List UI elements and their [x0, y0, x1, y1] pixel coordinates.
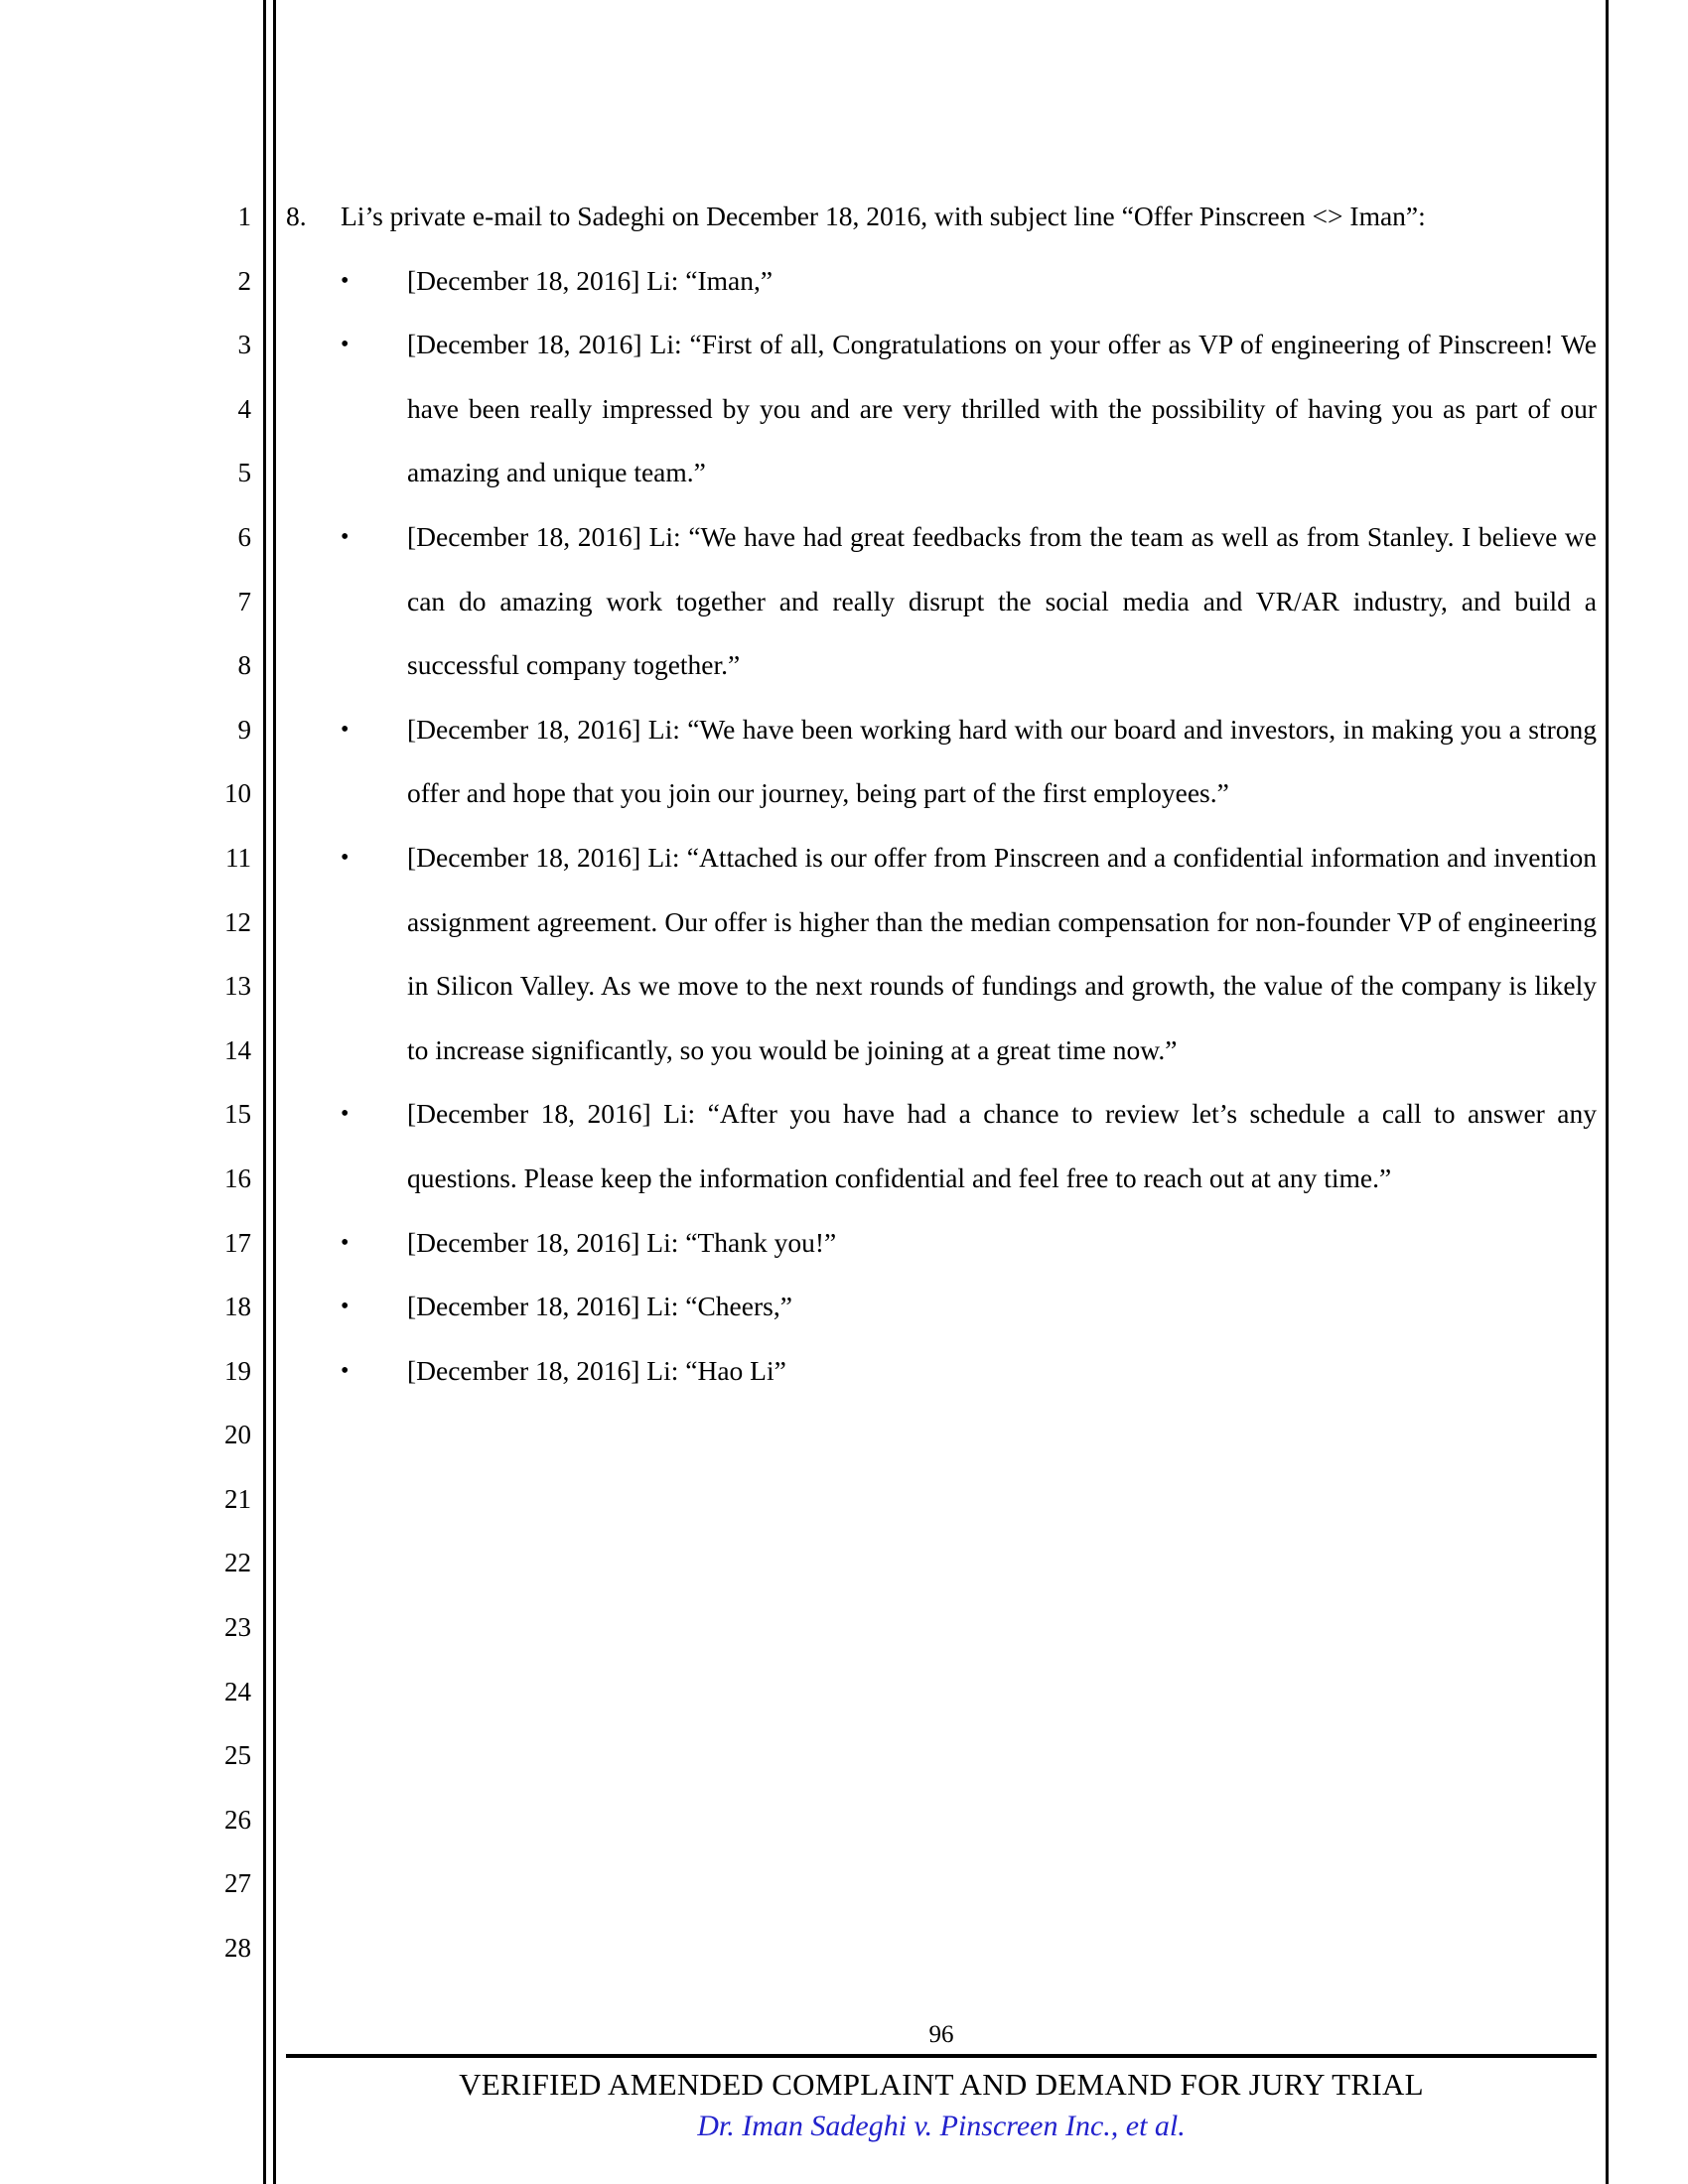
numbered-paragraph-8 — [286, 185, 1597, 249]
line-number: 24 — [224, 1676, 251, 1706]
bullet-icon: • — [341, 844, 350, 871]
line-number: 8 — [237, 650, 251, 681]
line-number: 17 — [224, 1227, 251, 1258]
line-number: 23 — [224, 1612, 251, 1643]
list-item-text: [December 18, 2016] Li: “Iman,” — [407, 264, 774, 296]
line-number: 18 — [224, 1292, 251, 1322]
line-number: 16 — [224, 1162, 251, 1193]
list-item-text: [December 18, 2016] Li: “We have been working hard with our board and investors, in making you a strong offer and hope that you join our journey, being part of the first employees.” — [407, 713, 1597, 809]
list-item — [286, 505, 1597, 698]
list-item-text: [December 18, 2016] Li: “Cheers,” — [407, 1291, 792, 1322]
list-item — [286, 1275, 1597, 1339]
line-number: 20 — [224, 1420, 251, 1450]
line-number: 14 — [224, 1034, 251, 1065]
line-number: 10 — [224, 778, 251, 809]
line-number: 7 — [237, 586, 251, 616]
footer-title: VERIFIED AMENDED COMPLAINT AND DEMAND FOR JURY TRIAL — [459, 2067, 1424, 2102]
line-number: 6 — [237, 521, 251, 552]
bullet-icon: • — [341, 716, 350, 743]
line-number: 22 — [224, 1548, 251, 1578]
bullet-icon: • — [341, 523, 350, 550]
list-item-text: [December 18, 2016] Li: “First of all, Congratulations on your offer as VP of engineering of Pinscreen! We have been really impressed by you and are very thrilled with the possibility of having you as part of our amazing and unique team.” — [407, 329, 1597, 488]
line-number: 1 — [237, 202, 251, 231]
list-item — [286, 1339, 1597, 1404]
list-item-text: [December 18, 2016] Li: “We have had great feedbacks from the team as well as from Stanley. I believe we can do amazing work together and really disrupt the social media and VR/AR industry, and build a successful company together.” — [407, 520, 1597, 681]
list-item — [286, 1211, 1597, 1276]
bullet-icon: • — [341, 332, 350, 358]
footer-case-caption: Dr. Iman Sadeghi v. Pinscreen Inc., et al. — [697, 2110, 1186, 2142]
list-item — [286, 826, 1597, 1082]
bullet-icon: • — [341, 1229, 350, 1256]
line-number: 21 — [224, 1483, 251, 1514]
list-item-text: [December 18, 2016] Li: “Thank you!” — [407, 1226, 837, 1258]
list-item — [286, 698, 1597, 826]
list-item-text: [December 18, 2016] Li: “Hao Li” — [407, 1354, 786, 1386]
list-item-text: [December 18, 2016] Li: “After you have had a chance to review let’s schedule a call to answer any questions. Please keep the information confidential and feel free to reach out at any time.” — [407, 1098, 1597, 1193]
line-number: 12 — [224, 906, 251, 937]
line-number: 27 — [224, 1868, 251, 1899]
bullet-icon: • — [341, 1294, 350, 1320]
line-number: 9 — [237, 714, 251, 745]
list-item — [286, 1082, 1597, 1210]
right-margin-rule — [1606, 0, 1609, 2184]
line-number: 4 — [237, 393, 251, 424]
line-number: 26 — [224, 1804, 251, 1835]
bullet-icon: • — [341, 267, 350, 294]
paragraph-text: Li’s private e-mail to Sadeghi on December 18, 2016, with subject line “Offer Pinscreen <> Iman”: — [341, 201, 1426, 231]
bullet-icon: • — [341, 1101, 350, 1128]
line-number: 13 — [224, 971, 251, 1002]
list-item-text: [December 18, 2016] Li: “Attached is our offer from Pinscreen and a confidential information and invention assignment agreement. Our offer is higher than the median compensation for non-founder VP of engineering in Silicon Valley. As we move to the next rounds of fundings and growth, the value of the company is likely to increase significantly, so you would be joining at a great time now.” — [407, 841, 1597, 1065]
quoted-email-bullet-list — [286, 249, 1597, 1404]
page-footer — [286, 2020, 1597, 2147]
line-number: 5 — [237, 458, 251, 488]
footer-divider — [286, 2054, 1597, 2058]
line-number: 11 — [225, 842, 251, 873]
line-number: 25 — [224, 1740, 251, 1771]
document-body — [286, 185, 1597, 1403]
paragraph-number: 8. — [286, 201, 307, 231]
line-number: 19 — [224, 1355, 251, 1386]
left-margin-rule-outer — [263, 0, 266, 2184]
bullet-icon: • — [341, 1357, 350, 1384]
list-item — [286, 313, 1597, 505]
list-item — [286, 249, 1597, 314]
page-number: 96 — [928, 2021, 954, 2048]
line-number: 28 — [224, 1933, 251, 1964]
line-number: 3 — [237, 330, 251, 360]
left-margin-rule-inner — [273, 0, 276, 2184]
line-number: 2 — [237, 265, 251, 296]
line-number: 15 — [224, 1099, 251, 1130]
line-number-gutter — [194, 185, 251, 1980]
